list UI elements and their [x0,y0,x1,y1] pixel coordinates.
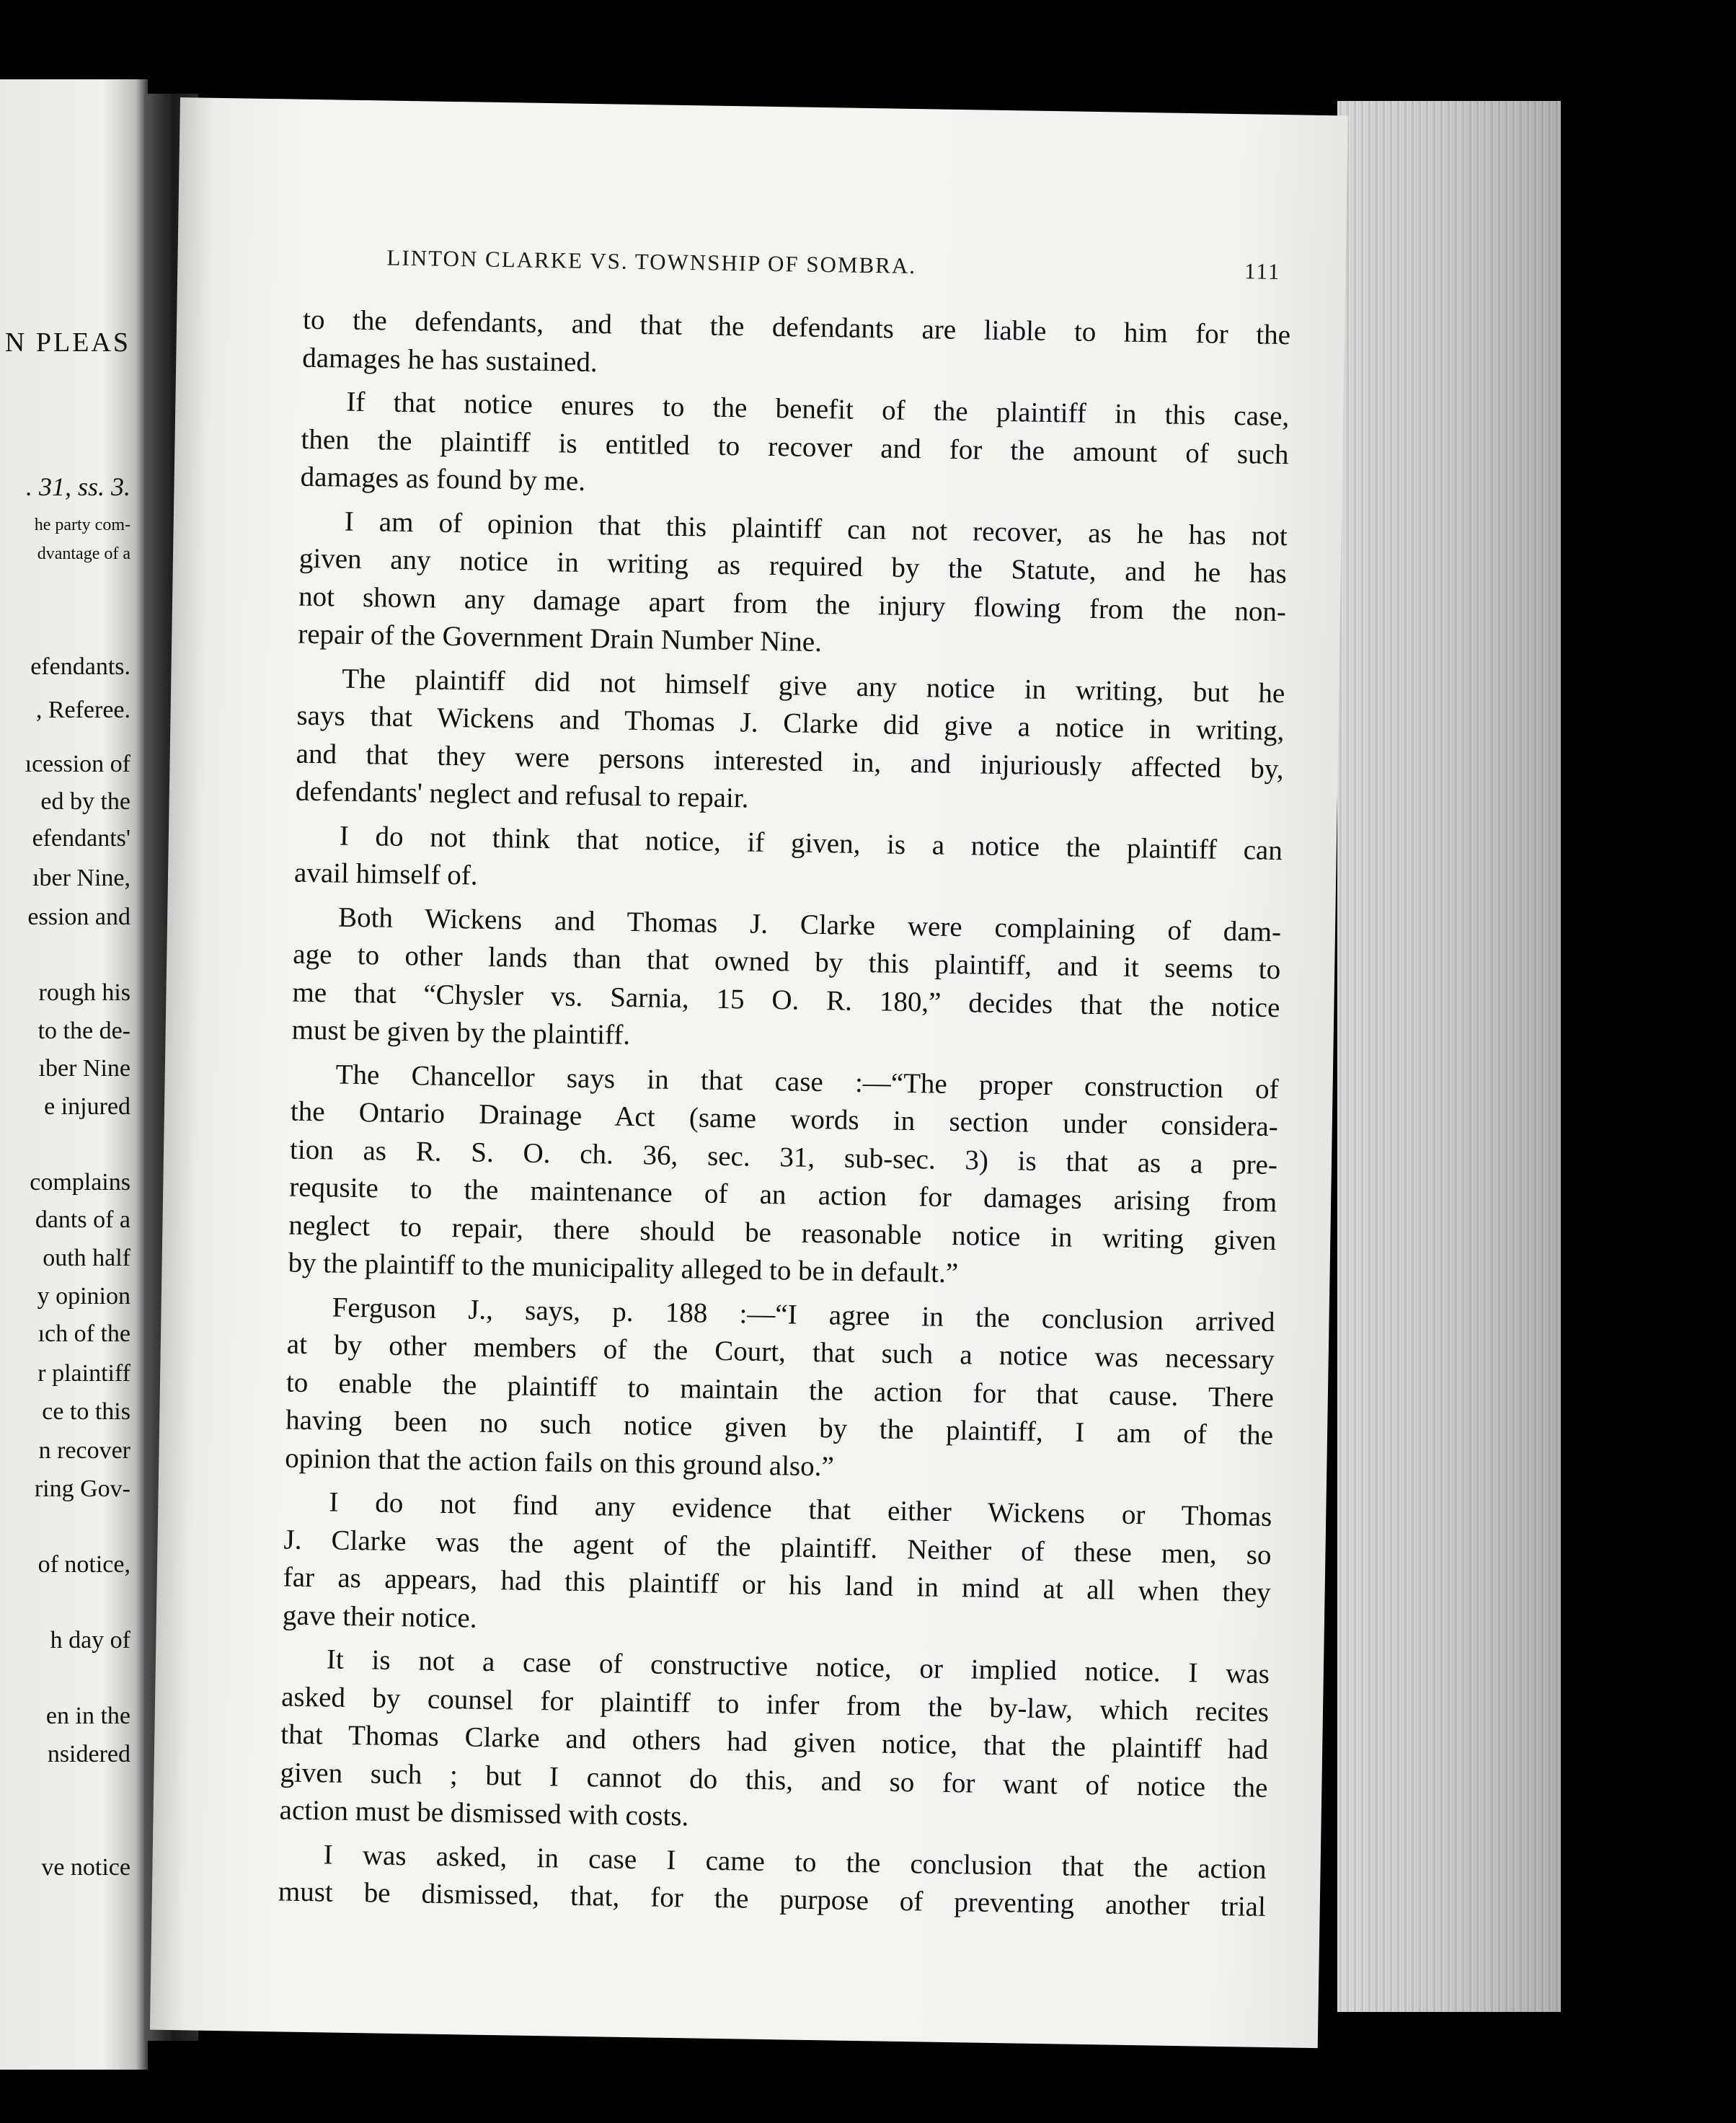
paragraph [279,1640,1270,1845]
running-head [386,244,1281,285]
left-page-fragment: , Referee. [35,697,130,723]
text-line: having been no such notice given by the plaintiff, I am of the [285,1404,1274,1452]
left-page-fragment: ve notice [41,1854,130,1881]
left-page-fragment: dvantage of a [37,544,130,563]
left-page-fragment: efendants' [32,825,130,852]
text-line: repair of the Government Drain Number Nine. [297,618,823,658]
paragraph [300,383,1289,512]
text-line: avail himself of. [293,857,478,891]
paragraph [288,1055,1279,1297]
left-page-fragment: e injured [44,1093,130,1120]
text-line: gave their notice. [282,1599,477,1634]
left-page-fragment: y opinion [37,1283,130,1310]
text-line: It is not a case of constructive notice, or implied notice. I was [326,1643,1270,1690]
text-line: tion as R. S. O. ch. 36, sec. 31, sub-sec. 3) is that as a pre- [289,1134,1278,1180]
text-line: action must be dismissed with costs. [279,1794,689,1832]
left-page-fragment: nsidered [47,1741,130,1767]
text-line: age to other lands than that owned by this plaintiff, and it seems to [293,938,1281,986]
running-head-title: LINTON CLARKE VS. TOWNSHIP OF SOMBRA. [386,244,917,279]
text-line: and that they were persons interested in, and injuriously affected by, [296,738,1284,785]
left-page-fragment: ıch of the [37,1320,130,1347]
text-line: I was asked, in case I came to the conclusion that the action [323,1838,1267,1885]
body-text [278,301,1291,1927]
text-line: damages he has sustained. [302,342,598,378]
text-line: Both Wickens and Thomas J. Clarke were complaining of dam- [337,901,1282,948]
text-line: at by other members of the Court, that such a notice was necessary [286,1328,1275,1376]
left-page-fragment: of notice, [37,1551,130,1578]
text-line: to enable the plaintiff to maintain the action for that cause. There [285,1367,1275,1413]
text-line: I do not think that notice, if given, is a notice the plaintiff can [339,820,1283,866]
text-line: I do not find any evidence that either Wickens or Thomas [329,1486,1272,1533]
left-page-fragment: efendants. [30,653,130,680]
left-page-fragment: complains [30,1169,130,1196]
text-line: neglect to repair, there should be reasonable notice in writing given [288,1209,1277,1256]
left-page-header: N PLEAS [4,327,130,358]
text-line: to the defendants, and that the defendants are liable to him for the [302,304,1291,351]
left-page-fragment: ession and [27,904,130,930]
left-page-fragment: ed by the [40,788,130,815]
left-page-fragment: dants of a [35,1206,130,1233]
paragraph [295,659,1285,826]
text-line: given such ; but I cannot do this, and so for want of notice the [280,1756,1268,1804]
text-line: Ferguson J., says, p. 188 :—“I agree in the conclusion arrived [332,1292,1275,1338]
text-line: far as appears, had this plaintiff or his land in mind at all when they [283,1561,1271,1609]
paragraph [285,1288,1275,1493]
text-line: requsite to the maintenance of an action for damages arising from [288,1171,1277,1219]
left-page-fragment: ıber Nine [38,1055,130,1082]
paragraph [298,502,1288,668]
left-page [0,79,148,2070]
text-line: me that “Chysler vs. Sarnia, 15 O. R. 180,” decides that the notice [292,976,1280,1023]
paragraph [291,898,1281,1064]
left-page-fragment: h day of [50,1627,130,1654]
text-line: J. Clarke was the agent of the plaintiff. Neither of these men, so [283,1524,1272,1571]
text-line: If that notice enures to the benefit of the plaintiff in this case, [346,386,1290,433]
paragraph [283,1483,1272,1650]
text-line: must be given by the plaintiff. [291,1014,631,1051]
text-line: The plaintiff did not himself give any notice in writing, but he [342,663,1285,709]
left-page-fragment: to the de- [37,1018,130,1044]
text-line: defendants' neglect and refusal to repair. [295,775,749,814]
page-number: 111 [1244,258,1281,285]
text-line: says that Wickens and Thomas J. Clarke did give a notice in writing, [296,699,1285,747]
text-line: The Chancellor says in that case :—“The proper construction of [335,1059,1279,1105]
paragraph [278,1835,1267,1927]
text-line: by the plaintiff to the municipality alleged to be in default.” [288,1247,959,1289]
text-line: asked by counsel for plaintiff to infer from the by-law, which recites [280,1680,1270,1728]
text-line: the Ontario Drainage Act (same words in section under considera- [290,1095,1279,1143]
paragraph [294,816,1283,908]
text-line: not shown any damage apart from the injury flowing from the non- [298,581,1287,627]
paragraph [302,301,1290,393]
text-line: then the plaintiff is entitled to recover and for the amount of such [301,423,1289,470]
left-page-fragment: r plaintiff [37,1360,130,1387]
text-line: damages as found by me. [300,461,586,497]
text-line: that Thomas Clarke and others had given notice, that the plaintiff had [280,1718,1269,1765]
left-page-fragment: ring Gov- [34,1475,130,1502]
left-page-citation: . 31, ss. 3. [25,472,130,501]
left-page-fragment: n recover [38,1437,130,1464]
left-page-fragment: he party com- [34,516,130,534]
left-page-fragment: rough his [38,979,130,1006]
text-line: I am of opinion that this plaintiff can not recover, as he has not [344,506,1288,552]
left-page-fragment: en in the [45,1703,130,1729]
text-line: given any notice in writing as required by the Statute, and he has [298,542,1288,590]
fore-edge-shadow [1337,101,1561,2012]
left-page-fragment: ıber Nine, [32,865,130,891]
left-page-fragment: ce to this [42,1398,130,1425]
left-page-fragment: ıcession of [25,751,130,777]
left-page-fragment: outh half [43,1245,130,1271]
right-page [150,97,1348,2048]
text-line: opinion that the action fails on this ground also.” [285,1442,835,1482]
text-line: must be dismissed, that, for the purpose of preventing another trial [278,1876,1267,1923]
